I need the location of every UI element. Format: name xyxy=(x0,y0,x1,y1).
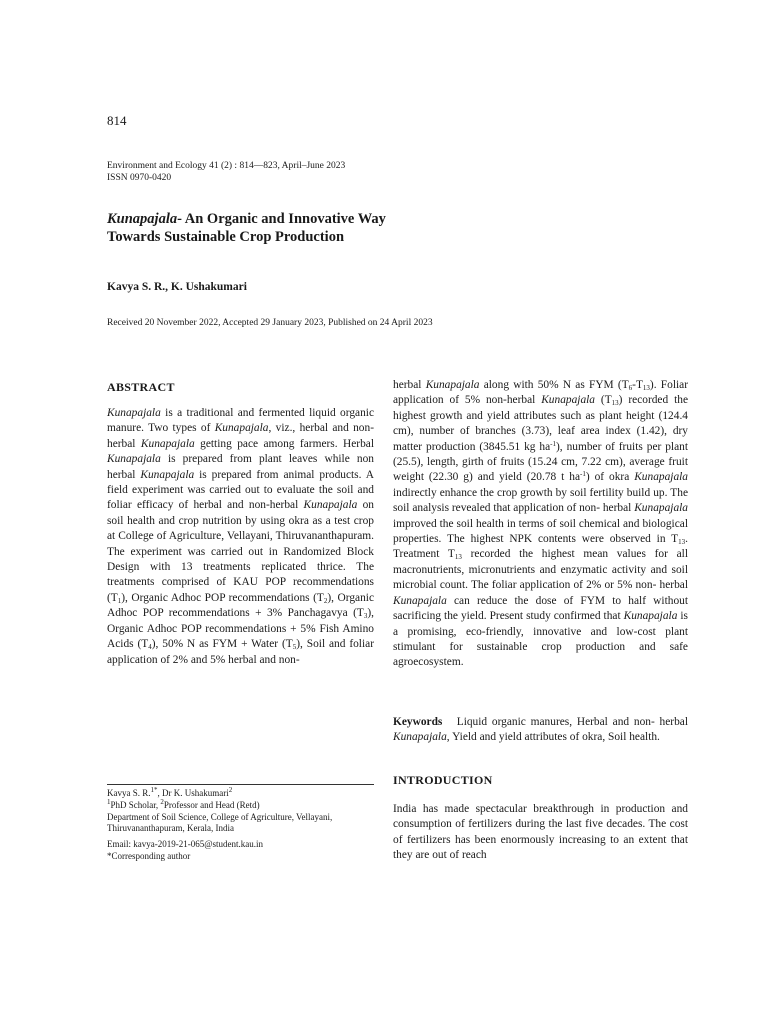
text-run: is a traditional and fermented liquid organic manure. Two types of xyxy=(107,407,374,435)
text-run: ), number of fruits per plant (25.5), length, girth of fruits (15.24 cm, 7.22 cm), average fruit weight (22.30 g) and yield (20.78 t ha xyxy=(393,440,689,484)
italic-term: Kunapajala xyxy=(214,422,269,435)
subscript: 6 xyxy=(628,384,633,392)
text-run: along with 50% N as FYM (T xyxy=(479,379,629,391)
footnotes xyxy=(107,788,387,863)
italic-term: Kunapajala xyxy=(140,468,195,481)
abstract-right-column xyxy=(393,378,688,671)
author-list: Kavya S. R., K. Ushakumari xyxy=(107,281,247,293)
text-run: , viz., herbal and non-herbal xyxy=(107,422,374,450)
text-run: -T xyxy=(632,379,643,391)
text-run: recorded the highest mean values for all macronutrients, micronutrients and enzymatic activity and soil microbial count. The foliar application of 2% or 5% non- herbal xyxy=(393,548,688,592)
subscript: 2 xyxy=(323,596,328,605)
italic-term: Kunapajala xyxy=(107,453,161,466)
footnote-corresponding: *Corresponding author xyxy=(107,850,191,861)
text-run: is prepared from animal products. A field experiment was carried out to evaluate the soil and foliar efficacy of herbal and non-herbal xyxy=(107,468,374,512)
text-run: ), Soil and foliar application of 2% and 5% herbal and non- xyxy=(107,638,374,666)
italic-term: Kunapajala xyxy=(634,502,688,515)
footnote-marker: 2 xyxy=(228,786,233,794)
italic-term: Kunapajala xyxy=(623,610,678,623)
abstract-heading: ABSTRACT xyxy=(107,380,175,394)
title-line-1: - An Organic and Innovative Way xyxy=(177,211,386,227)
subscript: 13 xyxy=(454,553,462,562)
issn: ISSN 0970-0420 xyxy=(107,173,172,183)
footnote-divider xyxy=(107,784,374,785)
text-run: . Treatment T xyxy=(393,533,688,561)
text-run: , Dr K. Ushakumari xyxy=(157,788,229,798)
title-line-2: Towards Sustainable Crop Production xyxy=(107,229,345,245)
text-run: Professor and Head (Retd) xyxy=(163,799,260,810)
footnote-marker: 1 xyxy=(107,797,111,806)
page-number: 814 xyxy=(107,113,127,128)
subscript: 13 xyxy=(611,399,619,408)
text-run: ), Organic Adhoc POP recommendations + 3% Panchagavya (T xyxy=(107,591,375,620)
text-run: ), 50% N as FYM + Water (T xyxy=(151,638,293,651)
publication-dates: Received 20 November 2022, Accepted 29 January 2023, Published on 24 April 2023 xyxy=(107,318,433,328)
footnote-affiliation-roles xyxy=(107,797,387,812)
subscript: 13 xyxy=(678,538,686,547)
footnote-marker: 1* xyxy=(150,786,158,794)
text-run: (T xyxy=(595,394,612,407)
italic-term: Kunapajala xyxy=(425,379,480,391)
text-run: is a promising, eco-friendly, innovative and low-cost plant stimulant for sustainable crop production and safe agroecosystem. xyxy=(393,610,688,669)
text-run: is prepared from plant leaves while non herbal xyxy=(107,453,374,481)
text-run: ). Foliar application of 5% non-herbal xyxy=(393,379,688,407)
superscript: -1 xyxy=(550,439,557,448)
italic-term: Kunapajala xyxy=(541,394,595,407)
superscript: -1 xyxy=(580,470,586,479)
text-run: ) of okra xyxy=(585,471,635,484)
abstract-left-column xyxy=(107,406,374,668)
text-run: ), Organic Adhoc POP recommendations + 5% Fish Amino Acids (T xyxy=(107,607,374,651)
introduction-text: India has made spectacular breakthrough in production and consumption of fertilizers during the last five decades. The cost of fertilizers has been enormously increasing to an extent that they are out of reach xyxy=(393,803,688,862)
footnote-marker: 2 xyxy=(160,797,164,806)
text-run: getting pace among farmers. Herbal xyxy=(194,437,374,450)
italic-term: Kunapajala xyxy=(393,594,447,607)
text-run: , Yield and yield attributes of okra, Soil health. xyxy=(446,731,660,744)
text-run: herbal xyxy=(393,379,426,391)
title-italic-term: Kunapajala xyxy=(107,211,178,227)
italic-term: Kunapajala xyxy=(634,471,688,484)
introduction-heading: INTRODUCTION xyxy=(393,773,493,787)
text-run: ) recorded the highest growth and yield attributes such as plant height (124.4 cm), number of branches (3.73), leaf area index (1.42), dry matter production (3845.51 kg ha xyxy=(393,394,688,453)
subscript: 1 xyxy=(117,596,122,605)
text-run: improved the soil health in terms of soil chemical and biological properties. The highest NPK contents were observed in T xyxy=(393,517,688,546)
article-title xyxy=(107,210,527,246)
keywords-label: Keywords xyxy=(393,716,443,728)
footnote-email: Email: kavya-2019-21-065@student.kau.in xyxy=(107,839,264,850)
italic-term: Kunapajala xyxy=(140,437,195,450)
text-run: can reduce the dose of FYM to half without sacrificing the yield. Present study confirmed that xyxy=(393,594,688,623)
subscript: 4 xyxy=(148,643,152,652)
subscript: 13 xyxy=(642,384,650,392)
text-run: Kavya S. R. xyxy=(107,788,151,798)
footnote-affiliation-dept: Department of Soil Science, College of Agriculture, Vellayani, Thiruvananthapuram, Kerala, India xyxy=(107,811,333,834)
text-run: on soil health and crop nutrition by using okra as a test crop at College of Agriculture, Vellayani, Thiruvananthapuram. The experiment was carried out in Randomized Block Design with 13 treatments replicated thrice. The treatments comprised of KAU POP recommendations (T xyxy=(107,499,374,604)
subscript: 3 xyxy=(363,612,368,621)
keywords-block xyxy=(393,715,688,746)
subscript: 5 xyxy=(292,643,297,652)
text-run: PhD Scholar, xyxy=(110,799,161,810)
text-run: Liquid organic manures, Herbal and non- herbal xyxy=(456,716,689,728)
italic-term: Kunapajala xyxy=(303,499,358,512)
italic-term: Kunapajala xyxy=(107,407,161,419)
text-run: ), Organic Adhoc POP recommendations (T xyxy=(121,591,324,604)
footnote-authors xyxy=(107,788,387,800)
text-run: indirectly enhance the crop growth by soil fertility build up. The soil analysis revealed that application of non- herbal xyxy=(393,486,688,515)
italic-term: Kunapajala xyxy=(393,731,447,744)
journal-citation: Environment and Ecology 41 (2) : 814—823, April–June 2023 xyxy=(107,161,346,171)
